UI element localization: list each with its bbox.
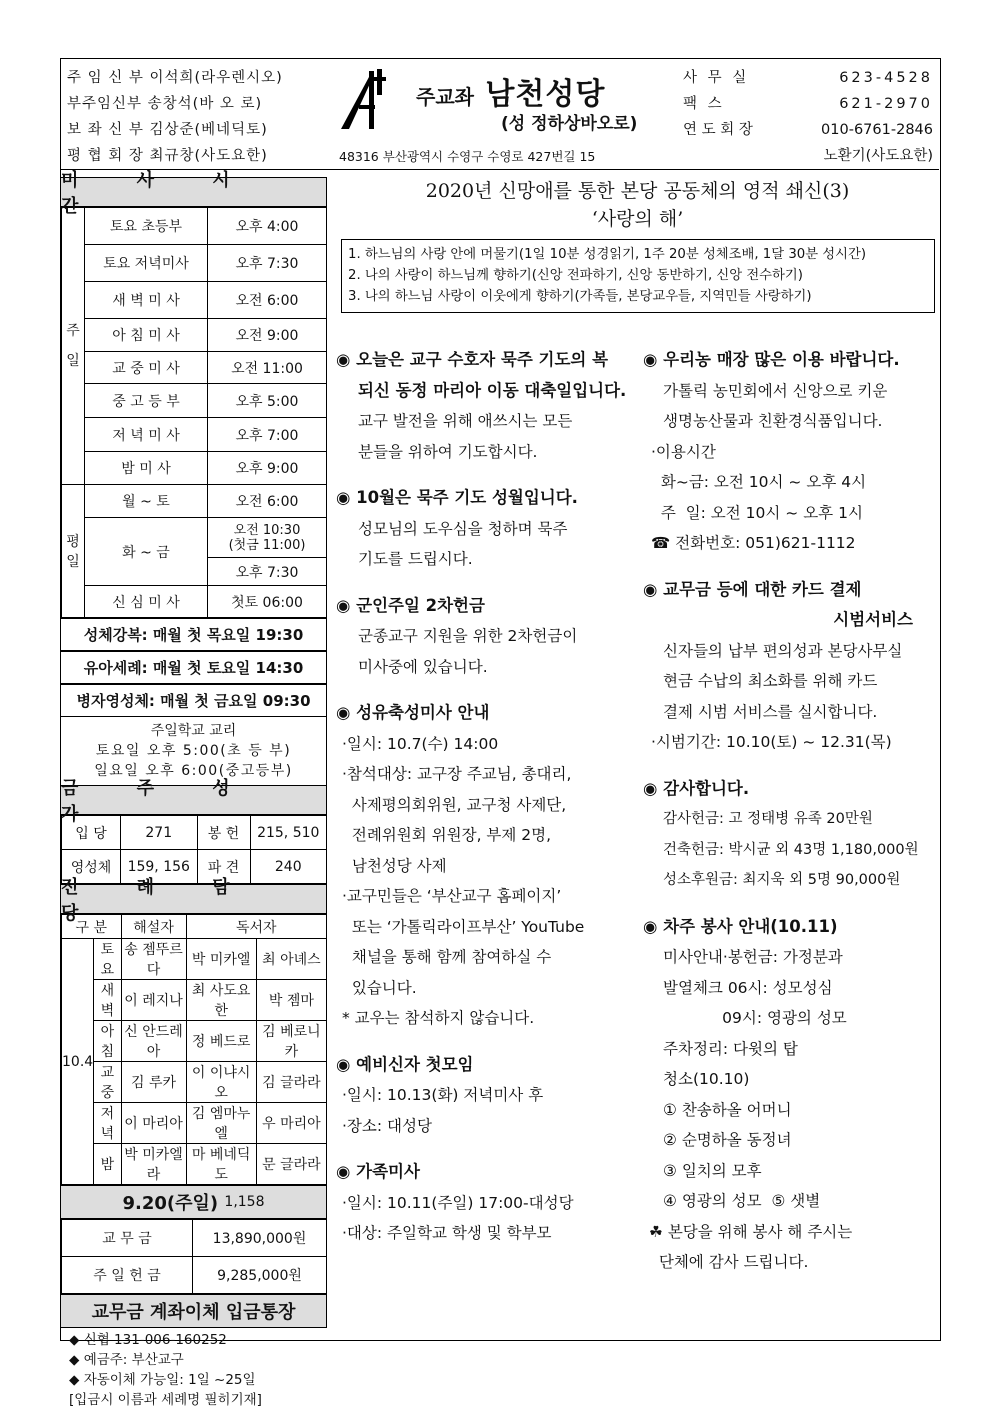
mass-name: 밤 미 사 [85, 452, 208, 485]
liturgy-commentator: 박 미카엘라 [121, 1144, 186, 1185]
notice-title: ◉ 우리농 매장 많은 이용 바랍니다. [643, 350, 900, 369]
notice-body: ① 찬송하올 어머니 [663, 1100, 792, 1119]
hymn-number: 215, 510 [250, 816, 327, 850]
mass-time [208, 518, 327, 558]
notice-body: 또는 ‘가톨릭라이프부산’ YouTube [342, 917, 585, 936]
hymn-number: 159, 156 [121, 850, 198, 884]
notice-gap [336, 467, 636, 483]
mass-time: 오전 9:00 [208, 319, 327, 352]
account-line-text: 예금주: 부산교구 [83, 1352, 184, 1368]
mass-time: 오후 4:00 [208, 208, 327, 245]
liturgy-mass: 저녁 [94, 1103, 121, 1144]
liturgy-commentator: 송 젬뚜르다 [121, 939, 186, 980]
notice-body: 건축헌금: 박시균 외 43명 1,180,000원 [663, 841, 919, 858]
sunday-school-line: 일요일 오후 6:00(중고등부) [94, 763, 293, 779]
liturgy-header: 독서자 [186, 915, 326, 939]
notice-body: 분들을 위하여 기도합시다. [358, 442, 538, 461]
finance-table [61, 1219, 327, 1294]
liturgy-commentator: 이 레지나 [121, 980, 186, 1021]
notice-body: 있습니다. [342, 978, 417, 997]
account-title: 교무금 계좌이체 입금통장 [61, 1294, 327, 1328]
liturgy-reader: 박 젬마 [256, 980, 326, 1021]
account-line: ◆ 자동이체 가능일: 1일 ~25일 [69, 1372, 256, 1388]
liturgy-mass: 새벽 [94, 980, 121, 1021]
notice-body: ④ 영광의 성모 ⑤ 샛별 [663, 1192, 821, 1210]
liturgy-mass: 아침 [94, 1021, 121, 1062]
notice-body: 주 일: 오전 10시 ~ 오후 1시 [651, 503, 863, 522]
main-content [336, 177, 939, 1271]
mass-name: 교 중 미 사 [85, 352, 208, 384]
notice-gap [643, 559, 939, 575]
mass-name: 토요 초등부 [85, 208, 208, 245]
finance-amount: 9,285,000원 [193, 1257, 327, 1294]
liturgy-header: 해설자 [121, 915, 186, 939]
mass-times-title: 미 사 시 간 [61, 177, 327, 207]
notice-gap [336, 575, 636, 591]
notice-body: 가톨릭 농민회에서 신앙으로 키운 [663, 381, 888, 400]
contact-label: 팩 스 [683, 96, 725, 112]
notice-body: 신자들의 납부 편의성과 본당사무실 [663, 641, 903, 660]
mass-time: 오전 11:00 [208, 352, 327, 384]
liturgy-table [61, 914, 327, 1185]
notice-body: ·참석대상: 교구장 주교님, 총대리, [342, 765, 572, 783]
theme-point: 3. 나의 하느님 사랑이 이웃에게 향하기(가족들, 본당교우들, 지역민들 사랑하기) [348, 289, 812, 304]
church-name [416, 69, 605, 113]
mass-time: 오후 9:00 [208, 452, 327, 485]
notice-body: ☎ 전화번호: 051)621-1112 [651, 534, 856, 552]
notice-body: * 교우는 참석하지 않습니다. [342, 1009, 535, 1027]
notice-gap [643, 758, 939, 774]
contact-row [683, 143, 933, 169]
mass-time-sub: (첫금 11:00) [228, 537, 306, 553]
notice-title: 시범서비스 [833, 610, 913, 629]
hymn-label: 입 당 [62, 816, 121, 850]
notice-body: ·일시: 10.11(주일) 17:00-대성당 [342, 1193, 574, 1212]
finance-amount: 13,890,000원 [193, 1220, 327, 1257]
mass-time: 오전 6:00 [208, 485, 327, 518]
church-title: 남천성당 [485, 77, 606, 112]
liturgy-mass: 밤 [94, 1144, 121, 1185]
notice-title: ◉ 성유축성미사 안내 [336, 703, 490, 722]
notice-gap [336, 1141, 636, 1157]
liturgy-reader: 이 이냐시오 [186, 1062, 256, 1103]
weekday-label: 평일 [62, 485, 85, 618]
account-line: ◆ 예금주: 부산교구 [69, 1352, 184, 1368]
notice-title: ◉ 교무금 등에 대한 카드 결제 [643, 579, 862, 599]
sunday-school-line: 토요일 오후 5:00(초 등 부) [95, 743, 292, 759]
notice-body: 주차정리: 다윗의 탑 [663, 1039, 798, 1058]
notice-body: 성모님의 도우심을 청하며 묵주 [358, 519, 568, 538]
hymn-number: 240 [250, 850, 327, 884]
theme-point: 2. 나의 사랑이 하느님께 향하기(신앙 전파하기, 신앙 동반하기, 신앙 전수하기) [348, 268, 803, 283]
notice-body: ·시범기간: 10.10(토) ~ 12.31(목) [651, 733, 892, 751]
notice-body: 미사안내·봉헌금: 가정분과 [663, 948, 843, 966]
liturgy-reader: 마 베네딕도 [186, 1144, 256, 1185]
notice-body: ② 순명하올 동정녀 [663, 1131, 792, 1149]
notices-left-column [336, 345, 636, 1249]
contact-value: 010-6761-2846 [821, 122, 933, 138]
mass-time: 첫토 06:00 [208, 586, 327, 618]
finance-label: 주 일 헌 금 [62, 1257, 193, 1294]
contact-value: 623-4528 [839, 70, 933, 86]
header [61, 59, 939, 170]
liturgy-reader: 문 글라라 [256, 1144, 326, 1185]
staff-line: 보 좌 신 부 김상준(베네딕토) [67, 122, 268, 138]
notice-body: 채널을 통해 함께 참여하실 수 [342, 948, 552, 966]
mass-name: 토요 저녁미사 [85, 245, 208, 282]
notice-body: ☘ 본당을 위해 봉사 해 주시는 [649, 1222, 853, 1241]
hymn-number: 271 [121, 816, 198, 850]
contact-row [683, 65, 933, 91]
liturgy-date: 10.4 [62, 939, 94, 1185]
mass-time: 오후 5:00 [208, 384, 327, 418]
adoration-row: 성체강복: 매월 첫 목요일 19:30 [61, 618, 327, 651]
hymn-label: 봉 헌 [197, 816, 250, 850]
contact-row [683, 91, 933, 117]
account-note: [입금시 이름과 세례명 필히기재] [69, 1392, 262, 1408]
notice-body: 생명농산물과 친환경식품입니다. [663, 412, 883, 430]
notice-body: ·일시: 10.13(화) 저녁미사 후 [342, 1086, 544, 1104]
notice-body: 청소(10.10) [663, 1070, 750, 1088]
finance-title [61, 1185, 327, 1219]
notice-body: ·장소: 대성당 [342, 1116, 432, 1135]
mass-times-table [61, 207, 327, 618]
left-sidebar [61, 170, 327, 1410]
theme-points [341, 239, 935, 313]
contact-label: 연 도 회 장 [683, 122, 753, 138]
notice-body: ·이용시간 [651, 442, 716, 461]
attendance-count: 1,158 [224, 1194, 265, 1210]
notice-body: 09시: 영광의 성모 [663, 1009, 847, 1027]
notice-gap [336, 682, 636, 698]
liturgy-reader: 정 베드로 [186, 1021, 256, 1062]
liturgy-commentator: 김 루카 [121, 1062, 186, 1103]
staff-line: 평 협 회 장 최규창(사도요한) [67, 148, 268, 164]
liturgy-mass: 교중 [94, 1062, 121, 1103]
staff-line: 부주임신부 송창석(바 오 로) [67, 96, 263, 112]
contact-label: 사 무 실 [683, 70, 750, 86]
notice-body: ③ 일치의 모후 [663, 1161, 762, 1180]
finance-date: 9.20(주일) [122, 1193, 219, 1214]
mass-name: 화 ~ 금 [85, 518, 208, 586]
hymn-label: 영성체 [62, 850, 121, 884]
notice-body: 교구 발전을 위해 애쓰시는 모든 [358, 412, 573, 430]
notice-body: 남천성당 사제 [342, 856, 447, 875]
mass-time: 오후 7:30 [208, 558, 327, 586]
liturgy-mass: 토요 [94, 939, 121, 980]
mass-name: 중 고 등 부 [85, 384, 208, 418]
notice-title: 되신 동정 마리아 이동 대축일입니다. [358, 380, 627, 400]
account-line-text: 신협 131-006-160252 [83, 1332, 227, 1348]
account-info [61, 1328, 327, 1410]
notice-gap [336, 1034, 636, 1050]
sunday-school-line: 주일학교 교리 [150, 723, 237, 739]
notice-body: 단체에 감사 드립니다. [649, 1253, 809, 1271]
notice-body: 현금 수납의 최소화를 위해 카드 [663, 672, 878, 690]
notice-body: 발열체크 06시: 성모성심 [663, 978, 833, 997]
hymns-title: 금 주 성 가 [61, 785, 327, 815]
contact-person: 노환기(사도요한) [823, 148, 933, 164]
notice-title: ◉ 차주 봉사 안내(10.11) [643, 916, 838, 936]
contact-info [683, 65, 933, 169]
sunday-label: 주일 [62, 208, 85, 485]
patron-saint: (성 정하상바오로) [501, 114, 638, 134]
notice-body: 사제평의회위원, 교구청 사제단, [342, 795, 567, 814]
notice-body: 미사중에 있습니다. [358, 657, 488, 676]
mass-time-main: 오전 10:30 [233, 522, 301, 538]
baptism-row: 유아세례: 매월 첫 토요일 14:30 [61, 651, 327, 684]
staff-line: 주 임 신 부 이석희(라우렌시오) [67, 70, 283, 86]
finance-label: 교 무 금 [62, 1220, 193, 1257]
mass-time: 오전 6:00 [208, 282, 327, 319]
notice-title: ◉ 가족미사 [336, 1162, 420, 1181]
notice-gap [643, 896, 939, 912]
liturgy-reader: 김 베로니카 [256, 1021, 326, 1062]
notice-body: 기도를 드립시다. [358, 550, 473, 568]
notice-body: 감사헌금: 고 정태병 유족 20만원 [663, 811, 873, 827]
theme-title: 2020년 신망애를 통한 본당 공동체의 영적 쇄신(3) [425, 180, 850, 202]
notice-title: ◉ 10월은 묵주 기도 성월입니다. [336, 488, 578, 507]
mass-name: 신 심 미 사 [85, 586, 208, 618]
liturgy-reader: 최 아녜스 [256, 939, 326, 980]
mass-time: 오후 7:30 [208, 245, 327, 282]
address: 48316 부산광역시 수영구 수영로 427번길 15 [339, 149, 596, 164]
church-logo-icon [339, 67, 395, 131]
liturgy-reader: 김 글라라 [256, 1062, 326, 1103]
liturgy-reader: 우 마리아 [256, 1103, 326, 1144]
contact-value: 621-2970 [839, 96, 933, 112]
liturgy-commentator: 이 마리아 [121, 1103, 186, 1144]
notices-right-column [643, 345, 939, 1278]
theme-subtitle: ‘사랑의 해’ [591, 208, 684, 230]
notice-body: 화~금: 오전 10시 ~ 오후 4시 [651, 473, 867, 491]
notice-body: 군종교구 지원을 위한 2차헌금이 [358, 627, 578, 645]
theme-point: 1. 하느님의 사랑 안에 머물기(1일 10분 성경읽기, 1주 20분 성체조배, 1달 30분 성시간) [348, 247, 867, 262]
liturgy-title: 전 례 담 당 [61, 884, 327, 914]
notice-body: 전례위원회 위원장, 부제 2명, [342, 826, 552, 844]
bulletin-page [60, 58, 941, 1408]
mass-name: 새 벽 미 사 [85, 282, 208, 319]
liturgy-reader: 김 엠마누엘 [186, 1103, 256, 1144]
contact-row [683, 117, 933, 143]
account-line: ◆ 신협 131-006-160252 [69, 1332, 227, 1348]
notice-body: ·교구민들은 ‘부산교구 홈페이지’ [342, 887, 562, 905]
account-line-text: 자동이체 가능일: 1일 ~25일 [83, 1372, 256, 1388]
hymn-label: 파 견 [197, 850, 250, 884]
notice-title: ◉ 감사합니다. [643, 778, 750, 798]
mass-name: 저 녁 미 사 [85, 418, 208, 452]
liturgy-header: 구 분 [62, 915, 122, 939]
notice-body: 결제 시범 서비스를 실시합니다. [663, 702, 878, 721]
liturgy-commentator: 신 안드레아 [121, 1021, 186, 1062]
staff-list [67, 65, 283, 169]
notice-title: ◉ 오늘은 교구 수호자 묵주 기도의 복 [336, 350, 609, 369]
liturgy-reader: 최 사도요한 [186, 980, 256, 1021]
mass-name: 아 침 미 사 [85, 319, 208, 352]
notice-title: ◉ 군인주일 2차헌금 [336, 595, 485, 615]
sick-communion-row: 병자영성체: 매월 첫 금요일 09:30 [61, 684, 327, 717]
mass-time: 오후 7:00 [208, 418, 327, 452]
notice-body: 성소후원금: 최지욱 외 5명 90,000원 [663, 872, 901, 888]
mass-name: 월 ~ 토 [85, 485, 208, 518]
notice-body: ·일시: 10.7(수) 14:00 [342, 734, 499, 753]
notice-title: ◉ 예비신자 첫모임 [336, 1054, 474, 1074]
liturgy-reader: 박 미카엘 [186, 939, 256, 980]
notice-body: ·대상: 주일학교 학생 및 학부모 [342, 1224, 552, 1242]
church-prefix: 주교좌 [416, 85, 474, 109]
